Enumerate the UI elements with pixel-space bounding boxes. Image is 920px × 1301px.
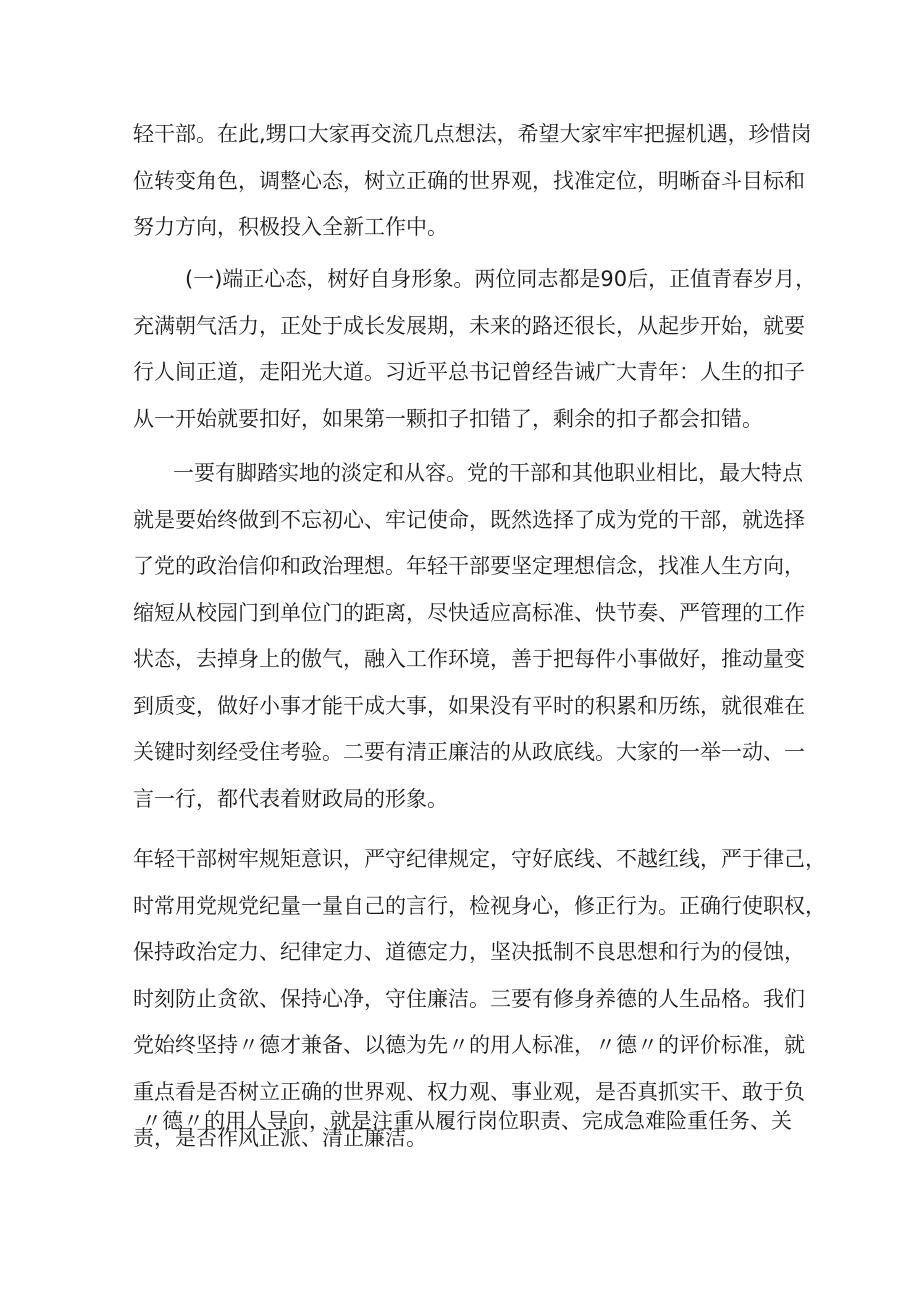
text-line: 重点看是否树立正确的世界观、权力观、事业观，是否真抓实干、敢于负: [133, 1079, 805, 1104]
text-line: 从一开始就要扣好，如果第一颗扣子扣错了，剩余的扣子都会扣错。: [133, 406, 763, 431]
text-line: 充满朝气活力，正处于成长发展期，未来的路还很长，从起步开始，就要: [133, 313, 805, 338]
text-line: 了党的政治信仰和政治理想。年轻干部要坚定理想信念，找准人生方向，: [133, 554, 805, 578]
paragraph-5: [133, 1098, 793, 1145]
text-line: 轻干部。在此,甥口大家再交流几点想法，希望大家牢牢把握机遇，珍惜岗: [133, 122, 812, 146]
text-line: 缩短从校园门到单位门的距离，尽快适应高标准、快节奏、严管理的工作: [133, 600, 805, 625]
text-line: 言一行，都代表着财政局的形象。: [133, 786, 448, 811]
text-line: 〃德〃的用人导向，就是注重从履行岗位职责、完成急难险重任务、关: [141, 1109, 792, 1133]
text-line: 时常用党规党纪量一量自己的言行，检视身心，修正行为。正确行使职权，: [133, 893, 826, 918]
text-line: 党始终坚持〃德才兼备、以德为先〃的用人标准，〃德〃的评价标准，就: [133, 1033, 805, 1057]
text-line: 责，是否作风正派、清正廉洁。: [133, 1126, 427, 1150]
text-line: 就是要始终做到不忘初心、牢记使命，既然选择了成为党的干部，就选择: [133, 507, 805, 532]
text-line: (一)端正心态，树好自身形象。两位同志都是90后，正值青春岁月，: [185, 267, 817, 291]
text-line: 时刻防止贪欲、保持心净，守住廉洁。三要有修身养德的人生品格。我们: [133, 986, 805, 1011]
text-line: 到质变，做好小事才能干成大事，如果没有平时的积累和历练，就很难在: [133, 693, 805, 718]
text-line: 年轻干部树牢规矩意识，严守纪律规定，守好底线、不越红线，严于律己，: [133, 847, 826, 871]
text-line: 保持政治定力、纪律定力、道德定力，坚决抵制不良思想和行为的侵蚀，: [133, 940, 805, 964]
paragraph-2: [133, 256, 817, 442]
text-line: 位转变角色，调整心态，树立正确的世界观，找准定位，明晰奋斗目标和: [133, 168, 805, 193]
text-line: 努力方向，积极投入全新工作中。: [133, 215, 448, 239]
text-line: 行人间正道，走阳光大道。习近平总书记曾经告诫广大青年：人生的扣子: [133, 360, 805, 384]
paragraph-3: [133, 450, 805, 822]
text-line: 状态，去掉身上的傲气，融入工作环境，善于把每件小事做好，推动量变: [133, 647, 805, 671]
text-line: 一要有脚踏实地的淡定和从容。党的干部和其他职业相比，最大特点: [173, 461, 803, 485]
paragraph-1: [133, 111, 812, 251]
text-line: 关键时刻经受住考验。二要有清正廉洁的从政底线。大家的一举一动、一: [133, 740, 805, 764]
